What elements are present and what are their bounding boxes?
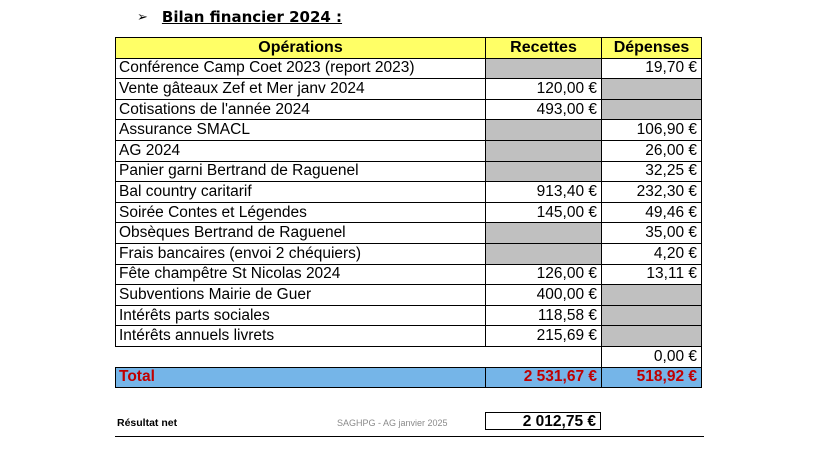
net-result-label: Résultat net xyxy=(117,417,178,429)
depenses-cell: 49,46 € xyxy=(602,202,702,223)
recettes-cell xyxy=(486,243,602,264)
recettes-cell: 118,58 € xyxy=(486,305,602,326)
operation-label: AG 2024 xyxy=(116,140,486,161)
section-heading xyxy=(137,6,342,28)
table-row xyxy=(116,161,702,182)
operation-label: Assurance SMACL xyxy=(116,120,486,141)
table-row xyxy=(116,305,702,326)
table-row xyxy=(116,243,702,264)
total-row xyxy=(116,367,702,388)
table-row xyxy=(116,58,702,79)
total-recettes: 2 531,67 € xyxy=(486,367,602,388)
table-row xyxy=(116,140,702,161)
depenses-cell xyxy=(602,305,702,326)
recettes-cell: 145,00 € xyxy=(486,202,602,223)
table-row xyxy=(116,285,702,306)
section-title: Bilan financier 2024 : xyxy=(161,8,343,26)
operation-label: Panier garni Bertrand de Raguenel xyxy=(116,161,486,182)
net-result xyxy=(115,408,601,434)
operation-label: Soirée Contes et Légendes xyxy=(116,202,486,223)
recettes-cell: 215,69 € xyxy=(486,326,602,347)
depenses-cell xyxy=(602,285,702,306)
table-row xyxy=(116,223,702,244)
arrow-bullet-icon: ➢ xyxy=(137,9,148,25)
header-depenses: Dépenses xyxy=(602,38,702,59)
table-row xyxy=(116,182,702,203)
depenses-cell: 13,11 € xyxy=(602,264,702,285)
table-header-row xyxy=(116,38,702,59)
operation-label: Conférence Camp Coet 2023 (report 2023) xyxy=(116,58,486,79)
recettes-cell xyxy=(486,120,602,141)
recettes-cell: 126,00 € xyxy=(486,264,602,285)
table-row xyxy=(116,326,702,347)
table-row-extra xyxy=(116,346,702,367)
recettes-cell xyxy=(486,223,602,244)
recettes-cell xyxy=(486,161,602,182)
empty-cell xyxy=(116,346,486,367)
depenses-cell: 232,30 € xyxy=(602,182,702,203)
operation-label: Obsèques Bertrand de Raguenel xyxy=(116,223,486,244)
result-underline xyxy=(115,436,704,437)
recettes-cell: 120,00 € xyxy=(486,79,602,100)
table-row xyxy=(116,79,702,100)
depenses-cell: 26,00 € xyxy=(602,140,702,161)
depenses-cell: 0,00 € xyxy=(602,346,702,367)
operation-label: Subventions Mairie de Guer xyxy=(116,285,486,306)
table-body xyxy=(116,58,702,388)
operation-label: Fête champêtre St Nicolas 2024 xyxy=(116,264,486,285)
depenses-cell: 4,20 € xyxy=(602,243,702,264)
total-depenses: 518,92 € xyxy=(602,367,702,388)
table-row xyxy=(116,202,702,223)
net-result-value: 2 012,75 € xyxy=(485,412,601,430)
operation-label: Bal country caritarif xyxy=(116,182,486,203)
depenses-cell xyxy=(602,79,702,100)
recettes-cell: 913,40 € xyxy=(486,182,602,203)
financial-table xyxy=(115,37,702,388)
operation-label: Vente gâteaux Zef et Mer janv 2024 xyxy=(116,79,486,100)
depenses-cell: 19,70 € xyxy=(602,58,702,79)
document-footer: SAGHPG - AG janvier 2025 xyxy=(337,418,448,428)
depenses-cell: 106,90 € xyxy=(602,120,702,141)
depenses-cell: 32,25 € xyxy=(602,161,702,182)
recettes-cell xyxy=(486,140,602,161)
header-recettes: Recettes xyxy=(486,38,602,59)
operation-label: Frais bancaires (envoi 2 chéquiers) xyxy=(116,243,486,264)
recettes-cell: 493,00 € xyxy=(486,99,602,120)
recettes-cell: 400,00 € xyxy=(486,285,602,306)
header-operations: Opérations xyxy=(116,38,486,59)
empty-cell xyxy=(486,346,602,367)
depenses-cell: 35,00 € xyxy=(602,223,702,244)
table-row xyxy=(116,120,702,141)
operation-label: Cotisations de l'année 2024 xyxy=(116,99,486,120)
operation-label: Intérêts parts sociales xyxy=(116,305,486,326)
table-row xyxy=(116,264,702,285)
total-label: Total xyxy=(116,367,486,388)
operation-label: Intérêts annuels livrets xyxy=(116,326,486,347)
recettes-cell xyxy=(486,58,602,79)
table-row xyxy=(116,99,702,120)
depenses-cell xyxy=(602,326,702,347)
depenses-cell xyxy=(602,99,702,120)
